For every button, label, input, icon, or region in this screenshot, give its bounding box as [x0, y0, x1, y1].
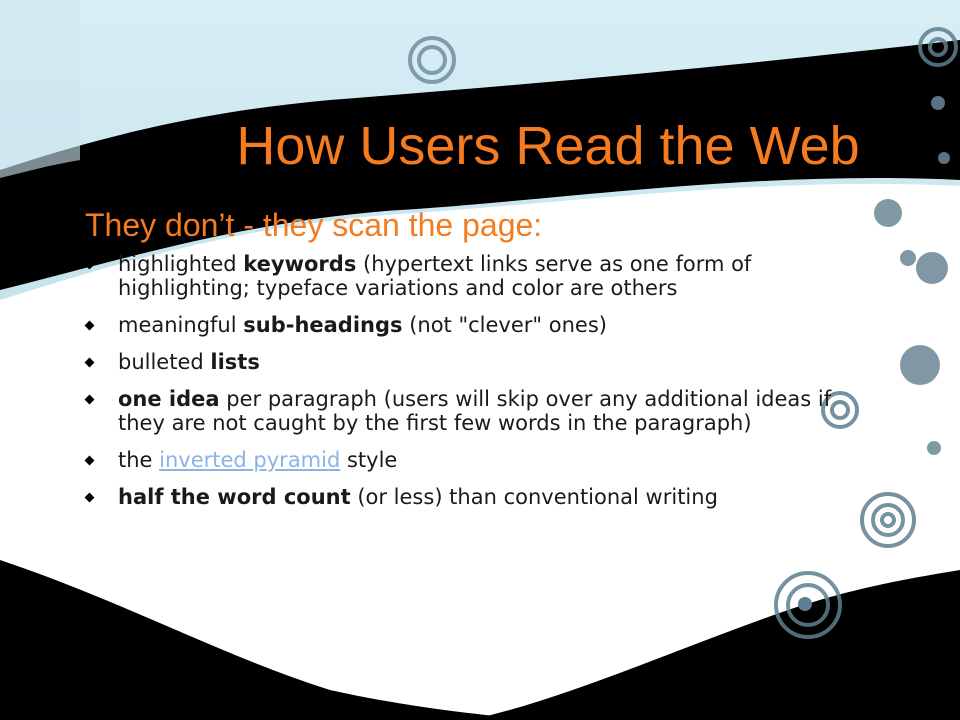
diamond-bullet-icon — [85, 395, 95, 405]
list-item: half the word count (or less) than conventional writing — [84, 485, 844, 509]
list-item: one idea per paragraph (users will skip over any additional ideas if they are not caught by the first few words in the paragraph) — [84, 387, 844, 435]
diamond-bullet-icon — [85, 456, 95, 466]
keyword: keywords — [243, 252, 357, 276]
diamond-bullet-icon — [85, 358, 95, 368]
diamond-bullet-icon — [85, 260, 95, 270]
keyword: one idea — [118, 387, 220, 411]
list-item: bulleted lists — [84, 350, 844, 374]
slide-title: How Users Read the Web — [236, 116, 860, 176]
list-item: highlighted keywords (hypertext links serve as one form of highlighting; typeface variations and color are others — [84, 252, 844, 300]
slide-subtitle: They don’t - they scan the page: — [85, 207, 543, 243]
diamond-bullet-icon — [85, 321, 95, 331]
list-item: meaningful sub-headings (not "clever" ones) — [84, 313, 844, 337]
keyword: half the word count — [118, 485, 351, 509]
keyword: sub-headings — [243, 313, 403, 337]
keyword: lists — [210, 350, 260, 374]
list-item: the inverted pyramid style — [84, 448, 844, 472]
diamond-bullet-icon — [85, 493, 95, 503]
inverted-pyramid-link[interactable]: inverted pyramid — [159, 448, 341, 472]
bullet-list — [84, 252, 844, 522]
